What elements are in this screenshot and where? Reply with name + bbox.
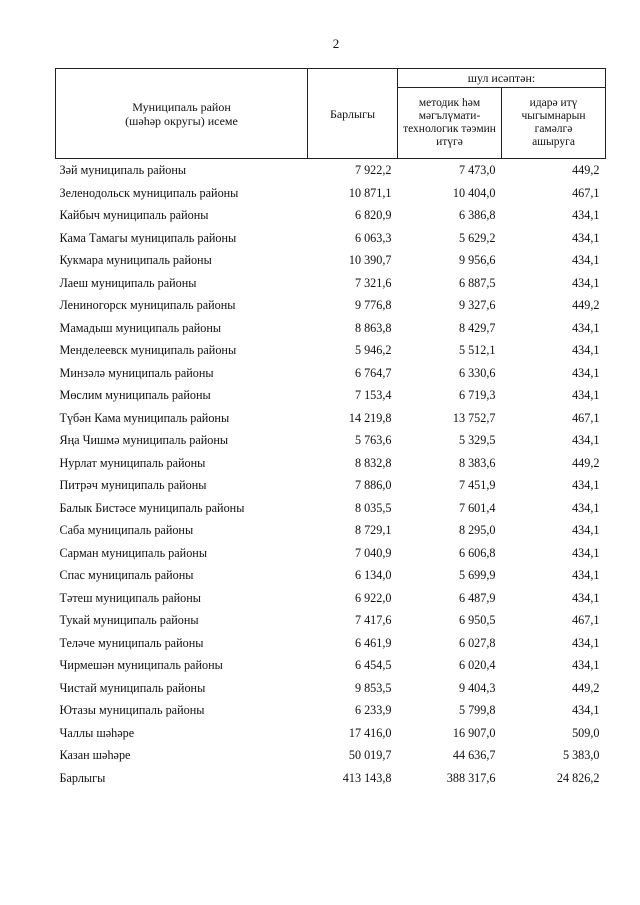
row-method-cell: 44 636,7 (452, 748, 496, 763)
table-row (56, 699, 606, 722)
row-total-cell: 6 922,0 (354, 590, 392, 605)
header-method-label: методик һәм мәгълүмати-технологик тәэмин итүгә (403, 97, 496, 148)
row-method-cell: 5 629,2 (458, 230, 496, 245)
budget-table (55, 68, 606, 789)
row-total-cell: 14 219,8 (348, 410, 392, 425)
row-method-cell: 7 451,9 (458, 478, 496, 493)
row-total-cell: 8 863,8 (354, 320, 392, 335)
row-method-cell: 6 950,5 (458, 613, 496, 628)
table-row (56, 317, 606, 340)
row-method-cell: 9 327,6 (458, 298, 496, 313)
row-method-cell: 6 020,4 (458, 658, 496, 673)
row-admin-cell: 434,1 (572, 568, 600, 583)
row-name-cell: Зәй муниципаль районы (59, 163, 187, 178)
row-total-cell: 6 134,0 (354, 568, 392, 583)
row-admin-cell: 434,1 (572, 500, 600, 515)
row-method-cell: 6 719,3 (458, 388, 496, 403)
table-row (56, 429, 606, 452)
table-row (56, 744, 606, 767)
table-row (56, 204, 606, 227)
row-total-cell: 7 321,6 (354, 275, 392, 290)
row-method-cell: 7 601,4 (458, 500, 496, 515)
row-method-cell: 9 956,6 (458, 253, 496, 268)
row-admin-cell: 434,1 (572, 478, 600, 493)
row-admin-cell: 24 826,2 (556, 770, 600, 785)
table-row (56, 452, 606, 475)
row-admin-cell: 434,1 (572, 545, 600, 560)
table-row (56, 564, 606, 587)
row-name-cell: Ютазы муниципаль районы (59, 703, 205, 718)
row-admin-cell: 434,1 (572, 208, 600, 223)
row-admin-cell: 434,1 (572, 230, 600, 245)
table-row (56, 587, 606, 610)
row-admin-cell: 434,1 (572, 703, 600, 718)
header-total-label: Барлыгы (329, 106, 376, 121)
row-name-cell: Спас муниципаль районы (59, 568, 194, 583)
row-name-cell: Теләче муниципаль районы (59, 635, 204, 650)
table-row (56, 384, 606, 407)
row-total-cell: 7 040,9 (354, 545, 392, 560)
row-method-cell: 5 329,5 (458, 433, 496, 448)
row-name-cell: Яңа Чишмә муниципаль районы (59, 433, 229, 448)
table-row (56, 542, 606, 565)
row-total-cell: 6 454,5 (354, 658, 392, 673)
row-total-cell: 9 853,5 (354, 680, 392, 695)
row-admin-cell: 434,1 (572, 320, 600, 335)
table-row (56, 249, 606, 272)
row-admin-cell: 449,2 (572, 455, 600, 470)
table-row (56, 159, 606, 182)
table-row (56, 294, 606, 317)
row-total-cell: 6 233,9 (354, 703, 392, 718)
page-number: 2 (332, 36, 340, 51)
row-method-cell: 5 799,8 (458, 703, 496, 718)
row-method-cell: 388 317,6 (446, 770, 496, 785)
table-row (56, 677, 606, 700)
row-name-cell: Кайбыч муниципаль районы (59, 208, 209, 223)
row-name-cell: Лаеш муниципаль районы (59, 275, 197, 290)
row-name-cell: Кукмара муниципаль районы (59, 253, 212, 268)
row-name-cell: Менделеевск муниципаль районы (59, 343, 237, 358)
row-admin-cell: 434,1 (572, 590, 600, 605)
row-total-cell: 9 776,8 (354, 298, 392, 313)
row-name-cell: Мөслим муниципаль районы (59, 388, 211, 403)
row-method-cell: 6 487,9 (458, 590, 496, 605)
row-admin-cell: 449,2 (572, 298, 600, 313)
row-admin-cell: 449,2 (572, 680, 600, 695)
row-name-cell: Сарман муниципаль районы (59, 545, 208, 560)
header-admin-label: идарә итү чыгымнарын гамәлгә ашыруга (521, 97, 586, 148)
table-row (56, 407, 606, 430)
table-body (56, 159, 606, 790)
table-row (56, 767, 606, 790)
row-method-cell: 6 330,6 (458, 365, 496, 380)
row-admin-cell: 434,1 (572, 635, 600, 650)
row-admin-cell: 434,1 (572, 275, 600, 290)
row-name-cell: Минзәлә муниципаль районы (59, 365, 214, 380)
header-admin-column (502, 88, 606, 159)
row-method-cell: 6 887,5 (458, 275, 496, 290)
table-row (56, 632, 606, 655)
table-row (56, 227, 606, 250)
table-row (56, 362, 606, 385)
header-including-label: шул исәптән: (467, 71, 536, 85)
row-total-cell: 10 871,1 (348, 185, 392, 200)
row-method-cell: 7 473,0 (458, 163, 496, 178)
row-admin-cell: 434,1 (572, 433, 600, 448)
row-method-cell: 10 404,0 (452, 185, 496, 200)
table-row (56, 474, 606, 497)
table-row (56, 497, 606, 520)
row-admin-cell: 467,1 (572, 185, 600, 200)
row-total-cell: 50 019,7 (348, 748, 392, 763)
row-total-cell: 7 153,4 (354, 388, 392, 403)
row-total-cell: 10 390,7 (348, 253, 392, 268)
table-row (56, 609, 606, 632)
row-total-cell: 6 764,7 (354, 365, 392, 380)
row-total-cell: 8 729,1 (354, 523, 392, 538)
header-name-column (56, 69, 308, 159)
row-method-cell: 5 699,9 (458, 568, 496, 583)
header-name-label: Муниципаль район (шәһәр округы) исеме (125, 99, 238, 128)
row-method-cell: 8 295,0 (458, 523, 496, 538)
table-row (56, 654, 606, 677)
row-total-cell: 5 946,2 (354, 343, 392, 358)
row-name-cell: Питрәч муниципаль районы (59, 478, 207, 493)
header-including (398, 69, 606, 88)
table-row (56, 339, 606, 362)
table-row (56, 519, 606, 542)
row-name-cell: Тәтеш муниципаль районы (59, 590, 201, 605)
row-name-cell: Чаллы шәһәре (59, 725, 135, 740)
row-admin-cell: 467,1 (572, 613, 600, 628)
header-method-column (398, 88, 502, 159)
row-admin-cell: 434,1 (572, 253, 600, 268)
row-total-cell: 6 820,9 (354, 208, 392, 223)
row-name-cell: Балык Бистәсе муниципаль районы (59, 500, 245, 515)
table-header (56, 69, 606, 159)
row-method-cell: 13 752,7 (452, 410, 496, 425)
row-admin-cell: 434,1 (572, 365, 600, 380)
row-admin-cell: 434,1 (572, 658, 600, 673)
table-row (56, 272, 606, 295)
row-admin-cell: 434,1 (572, 523, 600, 538)
row-admin-cell: 467,1 (572, 410, 600, 425)
row-total-cell: 17 416,0 (348, 725, 392, 740)
row-method-cell: 16 907,0 (452, 725, 496, 740)
table-row (56, 722, 606, 745)
row-name-cell: Кама Тамагы муниципаль районы (59, 230, 237, 245)
row-name-cell: Түбән Кама муниципаль районы (59, 410, 230, 425)
row-name-cell: Тукай муниципаль районы (59, 613, 199, 628)
row-method-cell: 9 404,3 (458, 680, 496, 695)
row-name-cell: Барлыгы (59, 770, 106, 785)
row-total-cell: 7 417,6 (354, 613, 392, 628)
row-total-cell: 8 832,8 (354, 455, 392, 470)
row-admin-cell: 449,2 (572, 163, 600, 178)
row-method-cell: 6 606,8 (458, 545, 496, 560)
row-admin-cell: 434,1 (572, 343, 600, 358)
row-admin-cell: 509,0 (572, 725, 600, 740)
row-name-cell: Зеленодольск муниципаль районы (59, 185, 239, 200)
row-admin-cell: 434,1 (572, 388, 600, 403)
row-admin-cell: 5 383,0 (562, 748, 600, 763)
header-total-column (308, 69, 398, 159)
row-name-cell: Чирмешән муниципаль районы (59, 658, 223, 673)
row-total-cell: 8 035,5 (354, 500, 392, 515)
row-method-cell: 8 429,7 (458, 320, 496, 335)
row-total-cell: 6 063,3 (354, 230, 392, 245)
row-name-cell: Саба муниципаль районы (59, 523, 194, 538)
row-total-cell: 6 461,9 (354, 635, 392, 650)
row-method-cell: 6 386,8 (458, 208, 496, 223)
row-name-cell: Чистай муниципаль районы (59, 680, 206, 695)
row-name-cell: Нурлат муниципаль районы (59, 455, 206, 470)
row-total-cell: 413 143,8 (342, 770, 392, 785)
row-total-cell: 7 922,2 (354, 163, 392, 178)
row-method-cell: 8 383,6 (458, 455, 496, 470)
row-total-cell: 5 763,6 (354, 433, 392, 448)
row-method-cell: 6 027,8 (458, 635, 496, 650)
row-name-cell: Мамадыш муниципаль районы (59, 320, 222, 335)
row-name-cell: Казан шәһәре (59, 748, 131, 763)
row-name-cell: Лениногорск муниципаль районы (59, 298, 236, 313)
table-row (56, 182, 606, 205)
row-total-cell: 7 886,0 (354, 478, 392, 493)
row-method-cell: 5 512,1 (458, 343, 496, 358)
